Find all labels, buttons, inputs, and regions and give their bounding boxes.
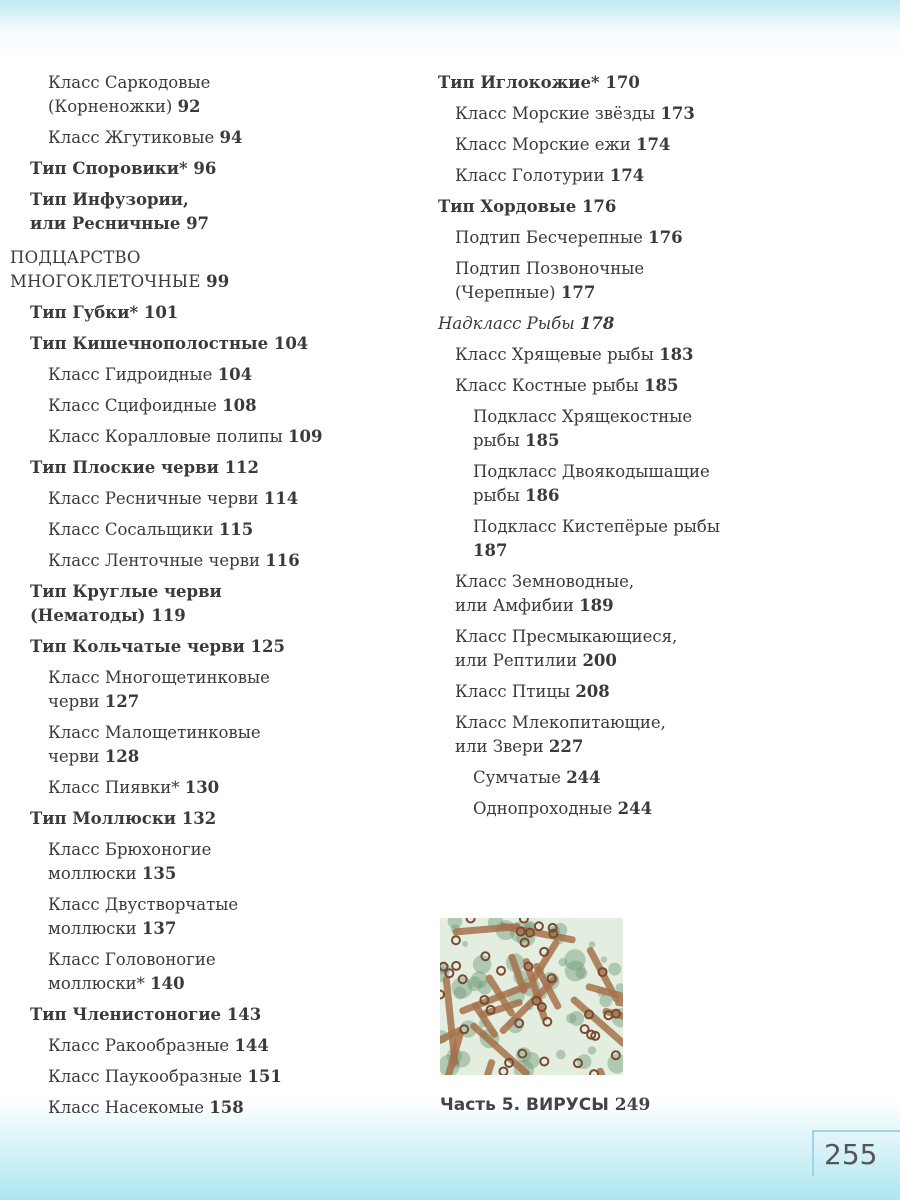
micrograph-shape [454, 987, 467, 1000]
toc-entry-page: 135 [141, 864, 177, 883]
toc-entry-text: Класс Ресничные черви [48, 489, 259, 508]
micrograph-shape [556, 1050, 566, 1060]
toc-entry-page: 99 [206, 272, 230, 291]
toc-entry-page: 185 [644, 376, 679, 395]
toc-entry-page: 108 [222, 396, 257, 415]
toc-entry-text: Класс Брюхоногие [48, 840, 212, 859]
toc-entry-text: черви [48, 692, 100, 711]
toc-entry[interactable] [0, 1034, 430, 1058]
toc-entry-page: 174 [635, 135, 671, 154]
virus-micrograph-image [440, 918, 623, 1075]
toc-entry[interactable] [430, 71, 900, 95]
toc-entry[interactable] [430, 405, 900, 453]
toc-entry-page: 174 [609, 166, 645, 185]
toc-entry-text: Класс Пресмыкающиеся, [455, 627, 678, 646]
micrograph-shape [599, 995, 612, 1008]
toc-entry-page: 92 [177, 97, 201, 116]
toc-entry[interactable] [0, 1003, 430, 1027]
toc-entry[interactable] [0, 635, 430, 659]
toc-entry-page: 227 [548, 737, 584, 756]
toc-entry-page: 128 [104, 747, 140, 766]
toc-entry-text: Класс Саркодовые [48, 73, 211, 92]
toc-entry[interactable] [430, 312, 900, 336]
toc-entry-text: рыбы [473, 486, 520, 505]
toc-entry[interactable] [430, 797, 900, 821]
toc-entry-page: 186 [525, 486, 560, 505]
toc-entry-page: 115 [218, 520, 254, 539]
toc-entry[interactable] [430, 711, 900, 759]
toc-entry-page: 200 [582, 651, 617, 670]
toc-entry[interactable] [0, 666, 430, 714]
toc-entry-page: 116 [265, 551, 300, 570]
toc-entry-page: 137 [141, 919, 177, 938]
toc-entry-text: Тип Споровики* [30, 159, 188, 178]
toc-entry-text: или Ресничные [30, 214, 181, 233]
toc-entry-page: 132 [181, 809, 217, 828]
toc-entry[interactable] [0, 549, 430, 573]
toc-entry[interactable] [0, 425, 430, 449]
micrograph-shape [565, 961, 586, 982]
toc-entry-text: моллюски [48, 919, 137, 938]
toc-entry[interactable] [430, 515, 900, 563]
toc-entry[interactable] [0, 838, 430, 886]
toc-entry[interactable] [430, 102, 900, 126]
toc-entry-page: 187 [473, 541, 508, 560]
micrograph-shape [471, 971, 488, 988]
micrograph-shape [462, 941, 468, 947]
toc-entry-text: Класс Земноводные, [455, 572, 635, 591]
toc-entry-text: Класс Костные рыбы [455, 376, 639, 395]
part-page-number: 249 [614, 1095, 651, 1115]
toc-entry[interactable] [430, 133, 900, 157]
toc-entry-text: Однопроходные [473, 799, 613, 818]
toc-entry-text: Тип Кишечнополостные [30, 334, 269, 353]
toc-part-heading[interactable] [440, 1095, 650, 1115]
toc-entry-page: 178 [579, 314, 615, 333]
toc-entry-text: (Нематоды) [30, 606, 146, 625]
toc-entry[interactable] [430, 343, 900, 367]
toc-entry[interactable] [0, 332, 430, 356]
toc-entry-page: 104 [273, 334, 309, 353]
toc-entry-page: 244 [566, 768, 601, 787]
toc-entry-page: 144 [234, 1036, 269, 1055]
toc-entry[interactable] [0, 948, 430, 996]
toc-entry-text: Класс Многощетинковые [48, 668, 270, 687]
toc-entry-text: ПОДЦАРСТВО [10, 248, 141, 267]
toc-entry-page: 176 [581, 197, 617, 216]
toc-entry-page: 244 [617, 799, 653, 818]
toc-entry-text: МНОГОКЛЕТОЧНЫЕ [10, 272, 201, 291]
toc-entry-text: Тип Членистоногие [30, 1005, 222, 1024]
toc-entry-page: 151 [247, 1067, 282, 1086]
toc-entry[interactable] [430, 460, 900, 508]
toc-entry-page: 189 [579, 596, 614, 615]
toc-entry-text: Класс Голотурии [455, 166, 605, 185]
toc-entry-page: 112 [224, 458, 260, 477]
toc-entry[interactable] [430, 226, 900, 250]
toc-entry-text: Надкласс Рыбы [438, 314, 575, 333]
toc-entry-text: черви [48, 747, 100, 766]
toc-entry[interactable] [0, 721, 430, 769]
toc-entry[interactable] [430, 195, 900, 219]
toc-entry-text: Подтип Бесчерепные [455, 228, 643, 247]
toc-entry-page: 158 [209, 1098, 244, 1117]
toc-entry-text: Класс Хрящевые рыбы [455, 345, 654, 364]
toc-entry[interactable] [0, 1096, 430, 1120]
toc-entry-page: 109 [288, 427, 323, 446]
toc-entry-text: Тип Хордовые [438, 197, 577, 216]
toc-entry-text: (Черепные) [455, 283, 556, 302]
toc-entry-text: Класс Гидроидные [48, 365, 213, 384]
toc-entry-text: Подкласс Двоякодышащие [473, 462, 710, 481]
toc-entry-text: Класс Жгутиковые [48, 128, 215, 147]
toc-entry-page: 114 [263, 489, 299, 508]
toc-entry[interactable] [430, 570, 900, 618]
toc-entry-page: 127 [104, 692, 140, 711]
toc-entry-page: 208 [575, 682, 610, 701]
toc-entry-text: Класс Ленточные черви [48, 551, 260, 570]
toc-entry[interactable] [0, 518, 430, 542]
toc-entry-text: Тип Плоские черви [30, 458, 219, 477]
toc-entry-text: Класс Малощетинковые [48, 723, 261, 742]
toc-entry[interactable] [0, 456, 430, 480]
part-label: Часть 5. ВИРУСЫ [440, 1095, 609, 1115]
toc-entry-text: Класс Ракообразные [48, 1036, 230, 1055]
toc-entry-text: моллюски* [48, 974, 145, 993]
toc-entry-text: Класс Двустворчатые [48, 895, 239, 914]
toc-entry[interactable] [0, 394, 430, 418]
micrograph-shape [601, 956, 607, 962]
toc-entry-page: 170 [605, 73, 640, 92]
toc-entry[interactable] [0, 71, 430, 119]
toc-entry-text: Сумчатые [473, 768, 561, 787]
toc-entry-text: Класс Сосальщики [48, 520, 214, 539]
toc-entry[interactable] [430, 374, 900, 398]
toc-entry-text: Класс Морские ежи [455, 135, 631, 154]
toc-entry-page: 96 [193, 159, 217, 178]
toc-entry-text: Класс Коралловые полипы [48, 427, 283, 446]
toc-entry-text: Класс Паукообразные [48, 1067, 243, 1086]
toc-entry[interactable] [0, 1065, 430, 1089]
toc-entry-text: Тип Кольчатые черви [30, 637, 245, 656]
toc-entry-text: (Корненожки) [48, 97, 173, 116]
toc-entry[interactable] [430, 164, 900, 188]
toc-entry[interactable] [430, 766, 900, 790]
micrograph-shape [588, 1046, 596, 1054]
toc-entry[interactable] [430, 257, 900, 305]
toc-entry[interactable] [0, 246, 430, 294]
toc-entry[interactable] [0, 126, 430, 150]
toc-entry-text: Тип Иглокожие* [438, 73, 600, 92]
toc-entry[interactable] [430, 625, 900, 673]
toc-entry[interactable] [0, 893, 430, 941]
toc-entry-page: 104 [217, 365, 253, 384]
toc-entry-text: Класс Сцифоидные [48, 396, 217, 415]
toc-entry[interactable] [0, 157, 430, 181]
toc-entry[interactable] [0, 487, 430, 511]
toc-entry-page: 140 [150, 974, 185, 993]
toc-entry-page: 177 [560, 283, 596, 302]
toc-entry-text: Класс Пиявки* [48, 778, 180, 797]
toc-entry[interactable] [0, 807, 430, 831]
toc-entry-page: 143 [226, 1005, 262, 1024]
micrograph-shape [608, 963, 621, 976]
toc-entry[interactable] [0, 776, 430, 800]
toc-entry-text: Тип Моллюски [30, 809, 176, 828]
toc-entry-text: рыбы [473, 431, 520, 450]
micrograph-shape [589, 941, 596, 948]
toc-entry-text: Класс Птицы [455, 682, 571, 701]
toc-entry[interactable] [0, 188, 430, 236]
toc-entry[interactable] [430, 680, 900, 704]
toc-entry-text: или Амфибии [455, 596, 574, 615]
toc-entry-page: 119 [151, 606, 186, 625]
toc-entry-text: моллюски [48, 864, 137, 883]
page-number: 255 [812, 1130, 900, 1176]
toc-entry-text: Подкласс Хрящекостные [473, 407, 693, 426]
toc-entry-page: 173 [660, 104, 695, 123]
toc-entry-page: 185 [525, 431, 560, 450]
toc-entry[interactable] [0, 301, 430, 325]
toc-entry-page: 101 [143, 303, 179, 322]
toc-right-column [430, 71, 900, 828]
toc-entry-text: или Звери [455, 737, 544, 756]
toc-entry-page: 176 [648, 228, 683, 247]
toc-entry[interactable] [0, 363, 430, 387]
toc-entry-text: Класс Насекомые [48, 1098, 205, 1117]
toc-entry-text: Тип Инфузории, [30, 190, 189, 209]
toc-entry-text: Класс Головоногие [48, 950, 216, 969]
toc-entry-text: Тип Губки* [30, 303, 139, 322]
toc-entry-text: Тип Круглые черви [30, 582, 222, 601]
toc-entry-page: 97 [186, 214, 210, 233]
toc-entry-page: 94 [219, 128, 243, 147]
toc-entry-text: Класс Млекопитающие, [455, 713, 666, 732]
toc-entry-text: Подкласс Кистепёрые рыбы [473, 517, 720, 536]
toc-entry[interactable] [0, 580, 430, 628]
toc-entry-text: Подтип Позвоночные [455, 259, 645, 278]
toc-entry-page: 130 [184, 778, 220, 797]
toc-entry-page: 125 [250, 637, 285, 656]
micrograph-shape [566, 1013, 576, 1023]
toc-entry-text: Класс Морские звёзды [455, 104, 656, 123]
toc-left-column [0, 71, 430, 1127]
toc-entry-text: или Рептилии [455, 651, 578, 670]
toc-entry-page: 183 [659, 345, 694, 364]
